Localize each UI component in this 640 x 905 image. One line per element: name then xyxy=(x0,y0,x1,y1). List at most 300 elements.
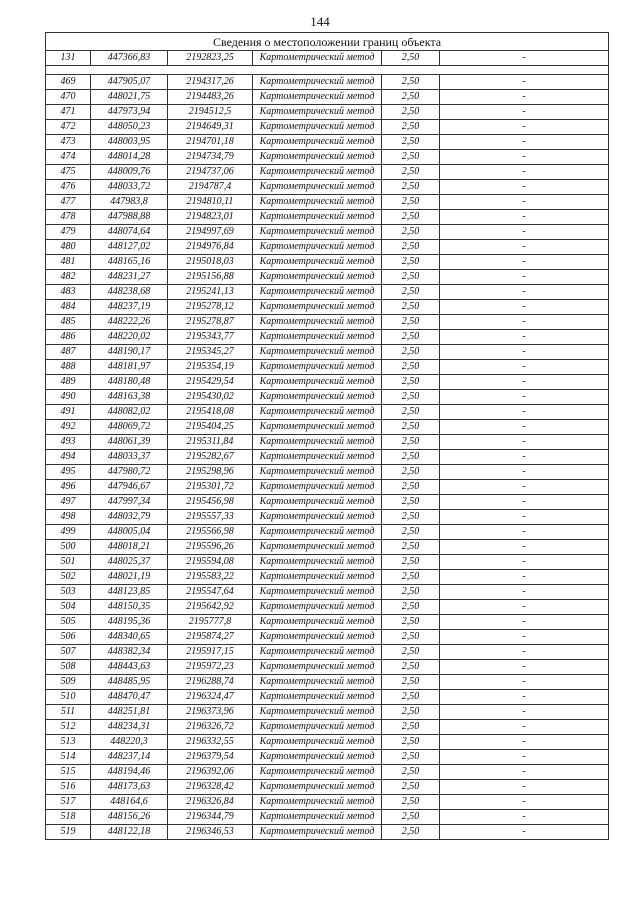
description: - xyxy=(440,240,609,255)
coordinate-x: 448238,68 xyxy=(91,285,168,300)
table-row xyxy=(46,705,609,720)
accuracy: 2,50 xyxy=(382,210,440,225)
method: Картометрический метод xyxy=(253,825,382,840)
coordinate-x: 447366,83 xyxy=(91,51,168,66)
point-number: 506 xyxy=(46,630,91,645)
point-number: 483 xyxy=(46,285,91,300)
method: Картометрический метод xyxy=(253,180,382,195)
accuracy: 2,50 xyxy=(382,255,440,270)
coordinate-y: 2195874,27 xyxy=(168,630,253,645)
coordinate-y: 2194512,5 xyxy=(168,105,253,120)
point-number: 488 xyxy=(46,360,91,375)
method: Картометрический метод xyxy=(253,795,382,810)
coordinate-y: 2196379,54 xyxy=(168,750,253,765)
point-number: 501 xyxy=(46,555,91,570)
method: Картометрический метод xyxy=(253,705,382,720)
table-row xyxy=(46,51,609,66)
table-row xyxy=(46,150,609,165)
coordinate-x: 448485,95 xyxy=(91,675,168,690)
point-number: 507 xyxy=(46,645,91,660)
coordinate-y: 2195972,23 xyxy=(168,660,253,675)
accuracy: 2,50 xyxy=(382,345,440,360)
coordinate-y: 2192823,25 xyxy=(168,51,253,66)
coordinate-y: 2195301,72 xyxy=(168,480,253,495)
point-number: 498 xyxy=(46,510,91,525)
point-number: 476 xyxy=(46,180,91,195)
coordinate-y: 2194976,84 xyxy=(168,240,253,255)
coordinate-y: 2195156,88 xyxy=(168,270,253,285)
accuracy: 2,50 xyxy=(382,765,440,780)
description: - xyxy=(440,645,609,660)
coordinate-y: 2195642,92 xyxy=(168,600,253,615)
accuracy: 2,50 xyxy=(382,480,440,495)
description: - xyxy=(440,825,609,840)
coordinate-y: 2195241,13 xyxy=(168,285,253,300)
method: Картометрический метод xyxy=(253,255,382,270)
table-row xyxy=(46,810,609,825)
coordinate-x: 448164,6 xyxy=(91,795,168,810)
point-number: 473 xyxy=(46,135,91,150)
method: Картометрический метод xyxy=(253,465,382,480)
table-row xyxy=(46,600,609,615)
table-row xyxy=(46,585,609,600)
description: - xyxy=(440,600,609,615)
table-row xyxy=(46,645,609,660)
accuracy: 2,50 xyxy=(382,195,440,210)
accuracy: 2,50 xyxy=(382,555,440,570)
method: Картометрический метод xyxy=(253,360,382,375)
coordinate-y: 2195345,27 xyxy=(168,345,253,360)
table-row xyxy=(46,195,609,210)
accuracy: 2,50 xyxy=(382,825,440,840)
coordinate-y: 2195547,64 xyxy=(168,585,253,600)
method: Картометрический метод xyxy=(253,750,382,765)
method: Картометрический метод xyxy=(253,570,382,585)
coordinate-y: 2195343,77 xyxy=(168,330,253,345)
description: - xyxy=(440,480,609,495)
method: Картометрический метод xyxy=(253,270,382,285)
method: Картометрический метод xyxy=(253,555,382,570)
point-number: 472 xyxy=(46,120,91,135)
description: - xyxy=(440,120,609,135)
coordinate-x: 448033,72 xyxy=(91,180,168,195)
table-row xyxy=(46,795,609,810)
accuracy: 2,50 xyxy=(382,405,440,420)
description: - xyxy=(440,195,609,210)
point-number: 484 xyxy=(46,300,91,315)
point-number: 469 xyxy=(46,75,91,90)
accuracy: 2,50 xyxy=(382,510,440,525)
method: Картометрический метод xyxy=(253,450,382,465)
description: - xyxy=(440,210,609,225)
table-row xyxy=(46,285,609,300)
description: - xyxy=(440,150,609,165)
table-row xyxy=(46,525,609,540)
coordinate-x: 448003,95 xyxy=(91,135,168,150)
description: - xyxy=(440,810,609,825)
description: - xyxy=(440,750,609,765)
description: - xyxy=(440,435,609,450)
accuracy: 2,50 xyxy=(382,360,440,375)
coordinate-y: 2195594,08 xyxy=(168,555,253,570)
description: - xyxy=(440,360,609,375)
point-number: 517 xyxy=(46,795,91,810)
point-number: 485 xyxy=(46,315,91,330)
coordinate-y: 2194810,11 xyxy=(168,195,253,210)
coordinate-x: 448173,63 xyxy=(91,780,168,795)
method: Картометрический метод xyxy=(253,585,382,600)
accuracy: 2,50 xyxy=(382,390,440,405)
table-row xyxy=(46,675,609,690)
point-number: 502 xyxy=(46,570,91,585)
description: - xyxy=(440,630,609,645)
coordinate-x: 448014,28 xyxy=(91,150,168,165)
accuracy: 2,50 xyxy=(382,615,440,630)
method: Картометрический метод xyxy=(253,420,382,435)
coordinate-y: 2194649,31 xyxy=(168,120,253,135)
description: - xyxy=(440,225,609,240)
method: Картометрический метод xyxy=(253,120,382,135)
method: Картометрический метод xyxy=(253,345,382,360)
coordinate-x: 448382,34 xyxy=(91,645,168,660)
point-number: 493 xyxy=(46,435,91,450)
accuracy: 2,50 xyxy=(382,630,440,645)
description: - xyxy=(440,705,609,720)
coordinate-x: 448180,48 xyxy=(91,375,168,390)
coordinate-x: 448122,18 xyxy=(91,825,168,840)
accuracy: 2,50 xyxy=(382,720,440,735)
coordinate-y: 2195278,12 xyxy=(168,300,253,315)
method: Картометрический метод xyxy=(253,690,382,705)
method: Картометрический метод xyxy=(253,285,382,300)
separator-cell xyxy=(46,66,609,75)
method: Картометрический метод xyxy=(253,540,382,555)
coordinate-x: 448340,65 xyxy=(91,630,168,645)
coordinate-x: 448150,35 xyxy=(91,600,168,615)
point-number: 471 xyxy=(46,105,91,120)
table-row xyxy=(46,555,609,570)
table-row xyxy=(46,225,609,240)
description: - xyxy=(440,690,609,705)
accuracy: 2,50 xyxy=(382,270,440,285)
coordinate-y: 2194317,26 xyxy=(168,75,253,90)
description: - xyxy=(440,51,609,66)
description: - xyxy=(440,465,609,480)
coordinate-y: 2195354,19 xyxy=(168,360,253,375)
description: - xyxy=(440,495,609,510)
point-number: 512 xyxy=(46,720,91,735)
coordinate-x: 448181,97 xyxy=(91,360,168,375)
table-row xyxy=(46,615,609,630)
description: - xyxy=(440,255,609,270)
coordinate-y: 2196326,84 xyxy=(168,795,253,810)
coordinate-y: 2195777,8 xyxy=(168,615,253,630)
coordinate-x: 447973,94 xyxy=(91,105,168,120)
method: Картометрический метод xyxy=(253,240,382,255)
coordinate-y: 2195418,08 xyxy=(168,405,253,420)
method: Картометрический метод xyxy=(253,615,382,630)
coordinate-y: 2195311,84 xyxy=(168,435,253,450)
coordinate-x: 447988,88 xyxy=(91,210,168,225)
coordinate-x: 448190,17 xyxy=(91,345,168,360)
coordinate-y: 2195456,98 xyxy=(168,495,253,510)
coordinate-x: 448237,19 xyxy=(91,300,168,315)
accuracy: 2,50 xyxy=(382,690,440,705)
point-number: 497 xyxy=(46,495,91,510)
boundary-coordinates-table xyxy=(45,32,609,840)
description: - xyxy=(440,105,609,120)
accuracy: 2,50 xyxy=(382,51,440,66)
point-number: 511 xyxy=(46,705,91,720)
table-row xyxy=(46,405,609,420)
table-row xyxy=(46,270,609,285)
point-number: 492 xyxy=(46,420,91,435)
description: - xyxy=(440,420,609,435)
accuracy: 2,50 xyxy=(382,705,440,720)
accuracy: 2,50 xyxy=(382,375,440,390)
table-row xyxy=(46,735,609,750)
coordinate-x: 447983,8 xyxy=(91,195,168,210)
description: - xyxy=(440,405,609,420)
method: Картометрический метод xyxy=(253,525,382,540)
coordinate-x: 448194,46 xyxy=(91,765,168,780)
method: Картометрический метод xyxy=(253,105,382,120)
coordinate-x: 447980,72 xyxy=(91,465,168,480)
accuracy: 2,50 xyxy=(382,330,440,345)
description: - xyxy=(440,660,609,675)
description: - xyxy=(440,780,609,795)
table-row xyxy=(46,210,609,225)
description: - xyxy=(440,720,609,735)
coordinate-y: 2195917,15 xyxy=(168,645,253,660)
accuracy: 2,50 xyxy=(382,420,440,435)
point-number: 477 xyxy=(46,195,91,210)
table-row xyxy=(46,435,609,450)
table-row xyxy=(46,300,609,315)
point-number: 514 xyxy=(46,750,91,765)
method: Картометрический метод xyxy=(253,510,382,525)
point-number: 509 xyxy=(46,675,91,690)
coordinate-y: 2194483,26 xyxy=(168,90,253,105)
method: Картометрический метод xyxy=(253,765,382,780)
coordinate-x: 448021,19 xyxy=(91,570,168,585)
coordinate-y: 2195298,96 xyxy=(168,465,253,480)
accuracy: 2,50 xyxy=(382,180,440,195)
coordinate-x: 447997,34 xyxy=(91,495,168,510)
method: Картометрический метод xyxy=(253,135,382,150)
coordinate-y: 2194734,79 xyxy=(168,150,253,165)
coordinate-x: 447946,67 xyxy=(91,480,168,495)
method: Картометрический метод xyxy=(253,495,382,510)
coordinate-y: 2196373,96 xyxy=(168,705,253,720)
coordinate-y: 2195282,67 xyxy=(168,450,253,465)
coordinate-y: 2196332,55 xyxy=(168,735,253,750)
description: - xyxy=(440,345,609,360)
point-number: 516 xyxy=(46,780,91,795)
method: Картометрический метод xyxy=(253,600,382,615)
accuracy: 2,50 xyxy=(382,660,440,675)
description: - xyxy=(440,270,609,285)
coordinate-x: 448443,63 xyxy=(91,660,168,675)
accuracy: 2,50 xyxy=(382,90,440,105)
coordinate-y: 2195018,03 xyxy=(168,255,253,270)
method: Картометрический метод xyxy=(253,165,382,180)
coordinate-y: 2194823,01 xyxy=(168,210,253,225)
coordinate-x: 448069,72 xyxy=(91,420,168,435)
description: - xyxy=(440,765,609,780)
accuracy: 2,50 xyxy=(382,150,440,165)
table-row xyxy=(46,570,609,585)
coordinate-x: 448220,02 xyxy=(91,330,168,345)
description: - xyxy=(440,135,609,150)
accuracy: 2,50 xyxy=(382,435,440,450)
accuracy: 2,50 xyxy=(382,120,440,135)
table-row xyxy=(46,165,609,180)
point-number: 510 xyxy=(46,690,91,705)
method: Картометрический метод xyxy=(253,195,382,210)
coordinate-x: 448470,47 xyxy=(91,690,168,705)
coordinate-y: 2195566,98 xyxy=(168,525,253,540)
accuracy: 2,50 xyxy=(382,735,440,750)
description: - xyxy=(440,615,609,630)
method: Картометрический метод xyxy=(253,225,382,240)
coordinate-x: 448033,37 xyxy=(91,450,168,465)
coordinate-y: 2194701,18 xyxy=(168,135,253,150)
point-number: 480 xyxy=(46,240,91,255)
table-title-row xyxy=(46,33,609,51)
point-number: 504 xyxy=(46,600,91,615)
table-row xyxy=(46,330,609,345)
coordinate-x: 448163,38 xyxy=(91,390,168,405)
accuracy: 2,50 xyxy=(382,675,440,690)
coordinate-y: 2196344,79 xyxy=(168,810,253,825)
accuracy: 2,50 xyxy=(382,810,440,825)
table-row xyxy=(46,90,609,105)
accuracy: 2,50 xyxy=(382,495,440,510)
coordinate-y: 2195278,87 xyxy=(168,315,253,330)
accuracy: 2,50 xyxy=(382,240,440,255)
coordinate-y: 2195404,25 xyxy=(168,420,253,435)
method: Картометрический метод xyxy=(253,675,382,690)
table-row xyxy=(46,315,609,330)
point-number: 487 xyxy=(46,345,91,360)
point-number: 494 xyxy=(46,450,91,465)
point-number: 505 xyxy=(46,615,91,630)
point-number: 490 xyxy=(46,390,91,405)
coordinate-y: 2195430,02 xyxy=(168,390,253,405)
table-row xyxy=(46,180,609,195)
table-row xyxy=(46,825,609,840)
accuracy: 2,50 xyxy=(382,285,440,300)
point-number: 496 xyxy=(46,480,91,495)
table-row xyxy=(46,690,609,705)
description: - xyxy=(440,90,609,105)
point-number: 503 xyxy=(46,585,91,600)
table-row xyxy=(46,105,609,120)
table-row xyxy=(46,120,609,135)
table-row xyxy=(46,450,609,465)
point-number: 515 xyxy=(46,765,91,780)
coordinate-x: 448009,76 xyxy=(91,165,168,180)
accuracy: 2,50 xyxy=(382,465,440,480)
point-number: 470 xyxy=(46,90,91,105)
table-row xyxy=(46,255,609,270)
description: - xyxy=(440,510,609,525)
description: - xyxy=(440,375,609,390)
description: - xyxy=(440,735,609,750)
method: Картометрический метод xyxy=(253,51,382,66)
accuracy: 2,50 xyxy=(382,570,440,585)
description: - xyxy=(440,525,609,540)
table-row xyxy=(46,750,609,765)
table-row xyxy=(46,540,609,555)
description: - xyxy=(440,330,609,345)
coordinate-x: 448222,26 xyxy=(91,315,168,330)
point-number: 131 xyxy=(46,51,91,66)
table-row xyxy=(46,345,609,360)
coordinate-y: 2195557,33 xyxy=(168,510,253,525)
point-number: 478 xyxy=(46,210,91,225)
coordinate-y: 2196324,47 xyxy=(168,690,253,705)
table-row xyxy=(46,135,609,150)
accuracy: 2,50 xyxy=(382,525,440,540)
coordinate-x: 448050,23 xyxy=(91,120,168,135)
point-number: 474 xyxy=(46,150,91,165)
method: Картометрический метод xyxy=(253,435,382,450)
coordinate-y: 2196328,42 xyxy=(168,780,253,795)
accuracy: 2,50 xyxy=(382,165,440,180)
coordinate-y: 2196288,74 xyxy=(168,675,253,690)
description: - xyxy=(440,555,609,570)
description: - xyxy=(440,450,609,465)
description: - xyxy=(440,300,609,315)
description: - xyxy=(440,75,609,90)
description: - xyxy=(440,180,609,195)
coordinate-y: 2195583,22 xyxy=(168,570,253,585)
description: - xyxy=(440,585,609,600)
table-row xyxy=(46,375,609,390)
description: - xyxy=(440,390,609,405)
coordinate-x: 448018,21 xyxy=(91,540,168,555)
point-number: 513 xyxy=(46,735,91,750)
description: - xyxy=(440,570,609,585)
coordinate-x: 448156,26 xyxy=(91,810,168,825)
coordinate-x: 448251,81 xyxy=(91,705,168,720)
coordinate-x: 448123,85 xyxy=(91,585,168,600)
page-number: 144 xyxy=(310,14,330,29)
point-number: 479 xyxy=(46,225,91,240)
point-number: 486 xyxy=(46,330,91,345)
coordinate-x: 448127,02 xyxy=(91,240,168,255)
coordinate-x: 448025,37 xyxy=(91,555,168,570)
table-row xyxy=(46,240,609,255)
method: Картометрический метод xyxy=(253,90,382,105)
method: Картометрический метод xyxy=(253,780,382,795)
table-row xyxy=(46,510,609,525)
description: - xyxy=(440,285,609,300)
coordinate-y: 2195429,54 xyxy=(168,375,253,390)
table-row xyxy=(46,420,609,435)
method: Картометрический метод xyxy=(253,810,382,825)
method: Картометрический метод xyxy=(253,735,382,750)
point-number: 482 xyxy=(46,270,91,285)
table-row xyxy=(46,465,609,480)
table-row xyxy=(46,660,609,675)
table-row xyxy=(46,480,609,495)
method: Картометрический метод xyxy=(253,390,382,405)
description: - xyxy=(440,795,609,810)
accuracy: 2,50 xyxy=(382,540,440,555)
